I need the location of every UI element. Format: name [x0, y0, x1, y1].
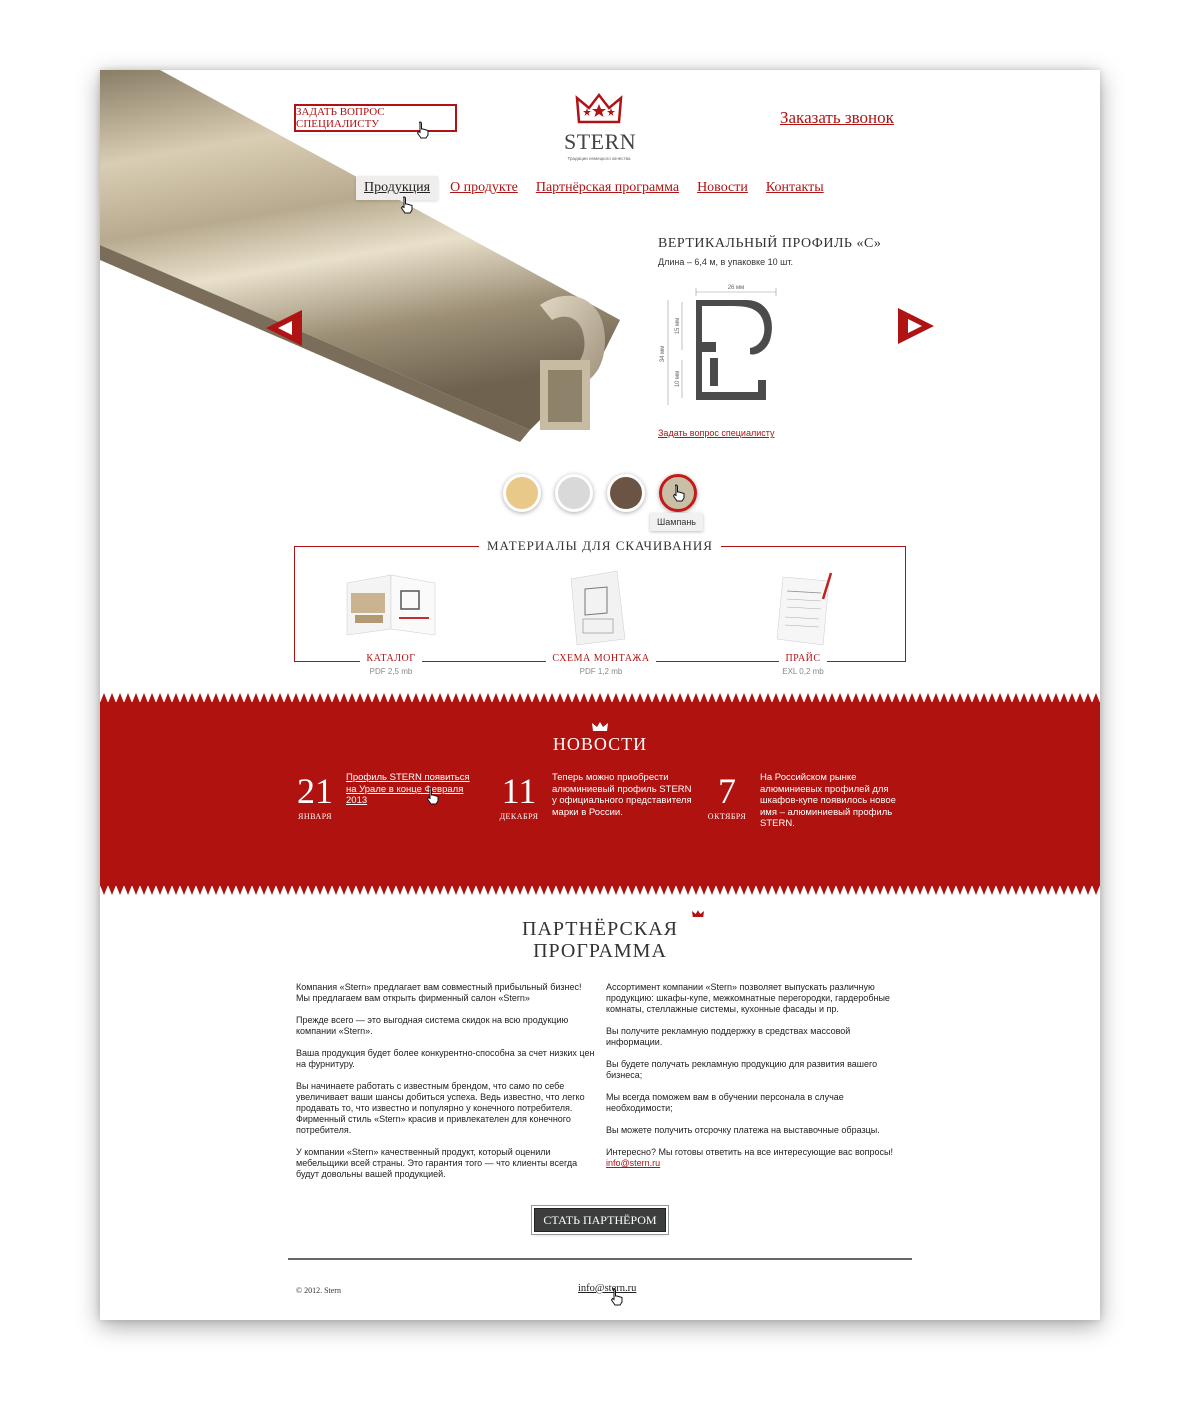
footer-email-link[interactable]: info@stern.ru: [578, 1283, 637, 1294]
partner-paragraph: Вы начинаете работать с известным брендом, что само по себе увеличивает ваши шансы добиться успеха. Ведь известно, что легко продавать то, что известно и популярно у конечного потребителя. Фирменный стиль «Stern» красив и привлекателен для конечного потребителя.: [296, 1081, 585, 1135]
footer-divider: [288, 1258, 912, 1260]
material-catalog[interactable]: [331, 569, 451, 676]
partner-left-column: [296, 982, 596, 1191]
partner-title-line1: ПАРТНЁРСКАЯ: [522, 918, 678, 940]
partner-right-column: [606, 982, 906, 1169]
catalog-thumbnail: [341, 569, 441, 639]
prev-arrow-icon[interactable]: [264, 308, 304, 348]
material-catalog-name: КАТАЛОГ: [360, 653, 421, 664]
news-day: 7: [718, 771, 736, 811]
ask-specialist-button-label: ЗАДАТЬ ВОПРОС СПЕЦИАЛИСТУ: [296, 106, 385, 130]
product-title: ВЕРТИКАЛЬНЫЙ ПРОФИЛЬ «С»: [658, 236, 882, 251]
material-price-name: ПРАЙС: [779, 653, 826, 664]
news-day: 21: [297, 771, 333, 811]
partner-title-line2: ПРОГРАММА: [533, 940, 667, 962]
partner-paragraph: Интересно? Мы готовы ответить на все интересующие вас вопросы!: [606, 1147, 893, 1157]
nav-item-news[interactable]: Новости: [697, 180, 748, 195]
main-nav: [356, 176, 824, 200]
installation-thumbnail: [561, 569, 641, 647]
material-price[interactable]: [743, 569, 863, 676]
product-ask-link[interactable]: Задать вопрос специалисту: [658, 428, 775, 438]
partner-paragraph: Прежде всего — это выгодная система скидок на всю продукцию компании «Stern».: [296, 1015, 569, 1036]
hand-cursor-icon: [426, 787, 440, 805]
page: [100, 70, 1100, 1320]
partner-paragraph: Мы всегда поможем вам в обучении персонала в случае необходимости;: [606, 1092, 844, 1113]
color-swatches: [503, 474, 697, 512]
partner-paragraph: Вы будете получать рекламную продукцию для развития вашего бизнеса;: [606, 1059, 878, 1080]
logo-tagline: Традиции немецкого качества: [567, 156, 631, 161]
crown-small-icon: [592, 722, 608, 732]
materials-title: МАТЕРИАЛЫ ДЛЯ СКАЧИВАНИЯ: [479, 538, 721, 553]
partner-paragraph: Вы можете получить отсрочку платежа на выставочные образцы.: [606, 1125, 880, 1135]
hand-cursor-icon: [416, 121, 430, 139]
copyright: © 2012. Stern: [296, 1286, 341, 1295]
partner-paragraph: Вы получите рекламную поддержку в средствах массовой информации.: [606, 1026, 851, 1047]
zigzag-bottom: [100, 885, 1100, 895]
partner-title: [100, 918, 1100, 962]
next-arrow-icon[interactable]: [896, 306, 936, 346]
partner-paragraph: Ассортимент компании «Stern» позволяет выпускать различную продукцию: шкафы-купе, межкомнатные перегородки, гардеробные комнаты, стеллажные системы, кухонные фасады и пр.: [606, 982, 890, 1014]
swatch-gold[interactable]: [503, 474, 541, 512]
price-thumbnail: [763, 569, 843, 647]
news-section: [100, 702, 1100, 886]
nav-item-contacts[interactable]: Контакты: [765, 180, 824, 195]
profile-drawing: [658, 280, 798, 420]
partner-email-link[interactable]: info@stern.ru: [606, 1158, 661, 1168]
news-text: Теперь можно приобрести алюминиевый профиль STERN у официального представителя марки в России.: [552, 772, 692, 818]
hand-cursor-icon: [610, 1288, 624, 1306]
material-installation[interactable]: [541, 569, 661, 676]
material-installation-size: PDF 1,2 mb: [579, 667, 623, 676]
partner-paragraph: Ваша продукция будет более конкурентно-способна за счет низких цен на фурнитуру.: [296, 1048, 595, 1069]
nav-item-products[interactable]: Продукция: [356, 176, 438, 200]
callback-link[interactable]: Заказать звонок: [780, 108, 894, 127]
news-day: 11: [501, 771, 537, 811]
hand-cursor-icon: [400, 196, 414, 214]
material-price-size: EXL 0,2 mb: [782, 667, 824, 676]
swatch-silver[interactable]: [555, 474, 593, 512]
product-subtitle: Длина – 6,4 м, в упаковке 10 шт.: [658, 257, 793, 267]
dim-bottom-label: 10 мм: [675, 370, 681, 388]
dim-top-label: 15 мм: [675, 317, 681, 335]
partner-paragraph: Компания «Stern» предлагает вам совместный прибыльный бизнес! Мы предлагаем вам открыть фирменный салон «Stern»: [296, 982, 582, 1003]
nav-item-about[interactable]: О продукте: [450, 180, 518, 195]
material-catalog-size: PDF 2,5 mb: [369, 667, 413, 676]
zigzag-top: [100, 693, 1100, 703]
nav-item-partners[interactable]: Партнёрская программа: [535, 180, 680, 195]
become-partner-label: СТАТЬ ПАРТНЁРОМ: [543, 1212, 657, 1227]
news-title: НОВОСТИ: [552, 734, 648, 754]
material-installation-name: СХЕМА МОНТАЖА: [546, 653, 655, 664]
logo-name: STERN: [564, 129, 637, 154]
news-month: ОКТЯБРЯ: [707, 812, 747, 821]
ask-specialist-button[interactable]: [294, 104, 457, 132]
hand-cursor-icon: [672, 484, 686, 502]
swatch-bronze[interactable]: [607, 474, 645, 512]
news-month: ЯНВАРЯ: [297, 812, 332, 821]
dim-height-label: 34 мм: [660, 345, 666, 363]
materials-box: [294, 538, 906, 676]
swatch-tooltip: Шампань: [650, 513, 703, 531]
dim-width-label: 26 мм: [727, 285, 745, 291]
news-link[interactable]: Профиль STERN появиться на Урале в конце Февраля 2013: [346, 772, 470, 806]
news-text: На Российском рынке алюминиевых профилей для шкафов-купе появилось новое имя – алюминиевый профиль STERN.: [760, 772, 896, 829]
become-partner-button[interactable]: [534, 1208, 666, 1232]
logo[interactable]: [564, 92, 637, 161]
crown-small-icon: [692, 910, 704, 918]
news-month: ДЕКАБРЯ: [499, 812, 539, 821]
crown-icon: [575, 92, 623, 126]
partner-paragraph: У компании «Stern» качественный продукт, который оценили мебельщики всей страны. Это гарантия того — что клиенты всегда будут довольны вашей продукцией.: [296, 1147, 578, 1179]
